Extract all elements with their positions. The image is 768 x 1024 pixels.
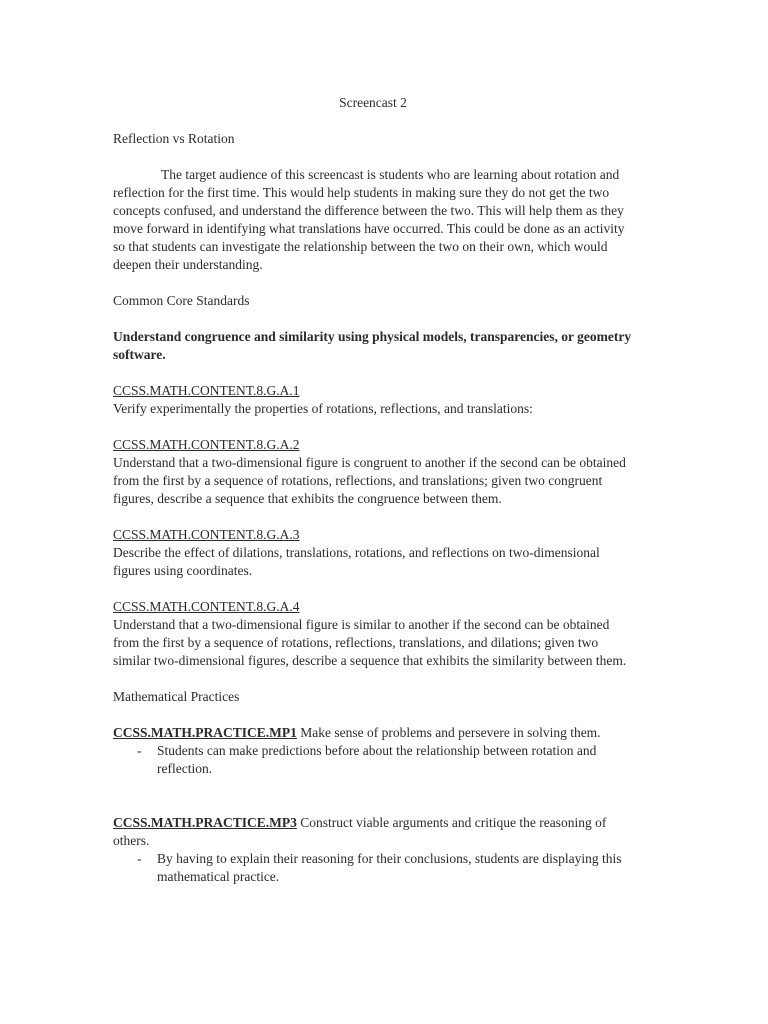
bullet-text: Students can make predictions before about the relationship between rotation and reflection. <box>157 743 597 776</box>
cluster-heading: Understand congruence and similarity using physical models, transparencies, or geometry software. <box>113 329 632 362</box>
practice-item <box>113 724 633 778</box>
bullet-dash: - <box>137 743 142 758</box>
practice-line <box>113 724 633 742</box>
practice-item <box>113 814 633 886</box>
bullet-dash: - <box>137 851 142 866</box>
standard-text: Understand that a two-dimensional figure is similar to another if the second can be obtained from the first by a sequence of rotations, reflections, translations, and dilations; given two similar two-dimensional figures, describe a sequence that exhibits the similarity between them. <box>113 617 627 668</box>
intro-paragraph: The target audience of this screencast is students who are learning about rotation and reflection for the first time. This would help students in making sure they do not get the two concepts confused, and understand the difference between the two. This will help them as they move forward in identifying what translations have occurred. This could be done as an activity so that students can investigate the relationship between the two on their own, which would deepen their understanding. <box>113 167 625 272</box>
practice-line <box>113 814 633 850</box>
document-content <box>113 94 633 886</box>
blank-line <box>113 778 633 796</box>
standard-code-link[interactable]: CCSS.MATH.CONTENT.8.G.A.4 <box>113 599 300 614</box>
practice-code-link[interactable]: CCSS.MATH.PRACTICE.MP3 <box>113 815 297 830</box>
standard-item <box>113 382 633 418</box>
standard-text: Verify experimentally the properties of rotations, reflections, and translations: <box>113 401 533 416</box>
standards-heading: Common Core Standards <box>113 293 250 308</box>
practice-text: Construct viable arguments and critique the reasoning of others. <box>113 815 607 848</box>
standard-item <box>113 436 633 508</box>
standard-text: Understand that a two-dimensional figure is congruent to another if the second can be obtained from the first by a sequence of rotations, reflections, and translations; given two congruent figures, describe a sequence that exhibits the congruence between them. <box>113 455 626 506</box>
standard-code-link[interactable]: CCSS.MATH.CONTENT.8.G.A.1 <box>113 383 300 398</box>
practice-bullet <box>137 742 633 778</box>
practice-text: Make sense of problems and persevere in solving them. <box>296 725 601 740</box>
document-subtitle: Reflection vs Rotation <box>113 131 235 146</box>
practice-code-link[interactable]: CCSS.MATH.PRACTICE.MP1 <box>113 725 297 740</box>
practice-bullet <box>137 850 633 886</box>
standard-code-link[interactable]: CCSS.MATH.CONTENT.8.G.A.3 <box>113 527 300 542</box>
standard-code-link[interactable]: CCSS.MATH.CONTENT.8.G.A.2 <box>113 437 300 452</box>
standard-text: Describe the effect of dilations, translations, rotations, and reflections on two-dimensional figures using coordinates. <box>113 545 600 578</box>
bullet-text: By having to explain their reasoning for their conclusions, students are displaying this mathematical practice. <box>157 851 622 884</box>
standard-item <box>113 598 633 670</box>
document-title: Screencast 2 <box>339 95 407 110</box>
practices-heading: Mathematical Practices <box>113 689 240 704</box>
standard-item <box>113 526 633 580</box>
